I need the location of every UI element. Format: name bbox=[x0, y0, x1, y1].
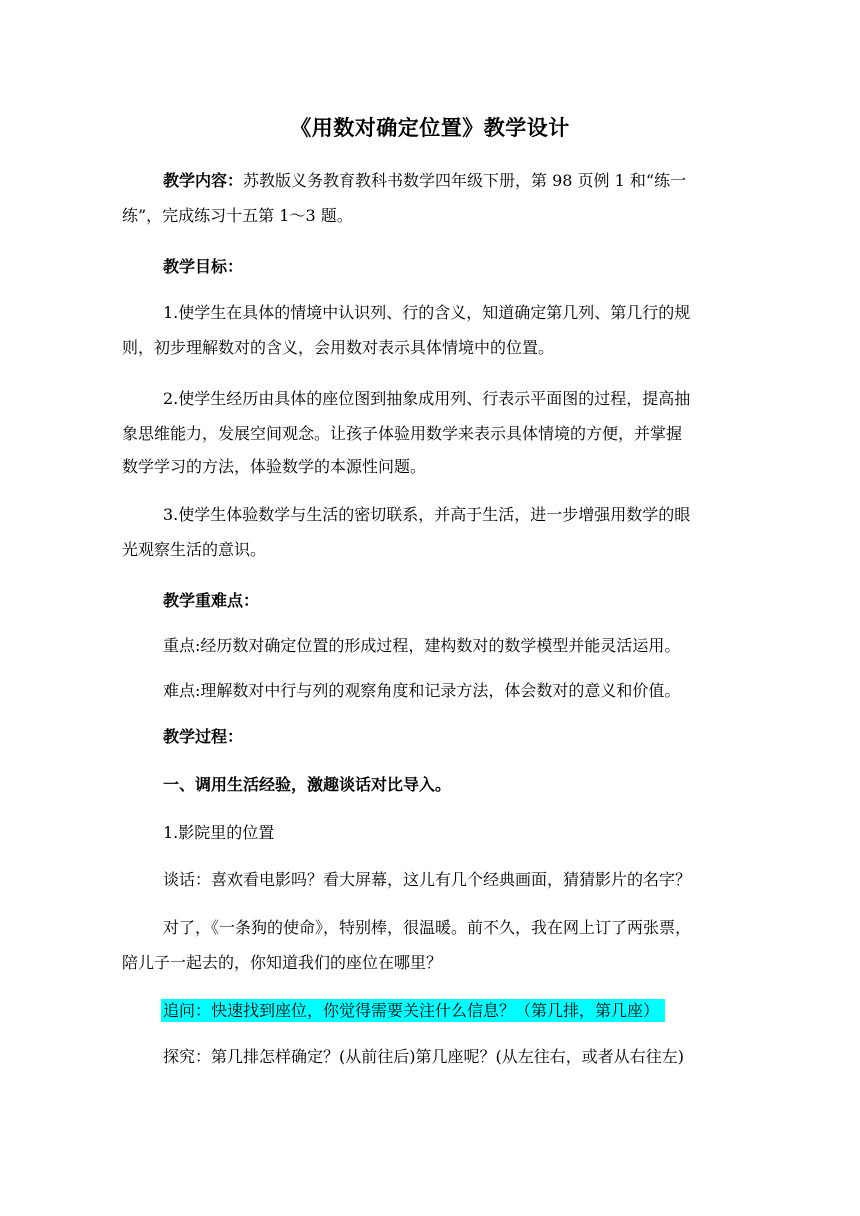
content-line-1 bbox=[163, 163, 738, 198]
goal-1-line-1: 1.使学生在具体的情境中认识列、行的含义，知道确定第几列、第几行的规 bbox=[163, 303, 691, 322]
content-line-2: 练”，完成练习十五第 1～3 题。 bbox=[122, 206, 353, 225]
goal-2-line-2: 象思维能力，发展空间观念。让孩子体验用数学来表示具体情境的方便，并掌握 bbox=[122, 424, 683, 443]
doc-title: 《用数对确定位置》教学设计 bbox=[290, 116, 570, 140]
section-1-heading: 一、调用生活经验，激趣谈话对比导入。 bbox=[163, 775, 452, 794]
reply-line-1: 对了，《一条狗的使命》，特别棒，很温暖。前不久，我在网上订了两张票， bbox=[163, 918, 692, 937]
content-text-1: 苏教版义务教育教科书数学四年级下册，第 98 页例 1 和“练一 bbox=[243, 171, 687, 190]
difficult-point: 难点:理解数对中行与列的观察角度和记录方法，体会数对的意义和价值。 bbox=[163, 681, 681, 700]
goal-2-line-1: 2.使学生经历由具体的座位图到抽象成用列、行表示平面图的过程，提高抽 bbox=[163, 389, 691, 408]
process-heading: 教学过程： bbox=[163, 727, 244, 746]
talk-paragraph: 谈话：喜欢看电影吗？看大屏幕，这儿有几个经典画面，猜猜影片的名字？ bbox=[163, 870, 692, 889]
reply-line-2: 陪儿子一起去的，你知道我们的座位在哪里？ bbox=[122, 953, 443, 972]
explore-line: 探究：第几排怎样确定？(从前往后)第几座呢？(从左往右，或者从右往左) bbox=[163, 1047, 684, 1066]
goal-1-line-2: 则，初步理解数对的含义，会用数对表示具体情境中的位置。 bbox=[122, 338, 555, 357]
followup-line bbox=[163, 993, 738, 1028]
content-label: 教学内容： bbox=[163, 171, 244, 190]
followup-highlight: 追问：快速找到座位，你觉得需要关注什么信息？（第几排，第几座） bbox=[161, 999, 665, 1022]
key-point: 重点:经历数对确定位置的形成过程，建构数对的数学模型并能灵活运用。 bbox=[163, 636, 681, 655]
goal-3-line-2: 光观察生活的意识。 bbox=[122, 540, 267, 559]
goals-heading: 教学目标： bbox=[163, 257, 244, 276]
key-heading: 教学重难点： bbox=[163, 591, 260, 610]
sub-1-heading: 1.影院里的位置 bbox=[163, 823, 275, 842]
goal-2-line-3: 数学学习的方法，体验数学的本源性问题。 bbox=[122, 457, 427, 476]
goal-3-line-1: 3.使学生体验数学与生活的密切联系，并高于生活，进一步增强用数学的眼 bbox=[163, 505, 691, 524]
